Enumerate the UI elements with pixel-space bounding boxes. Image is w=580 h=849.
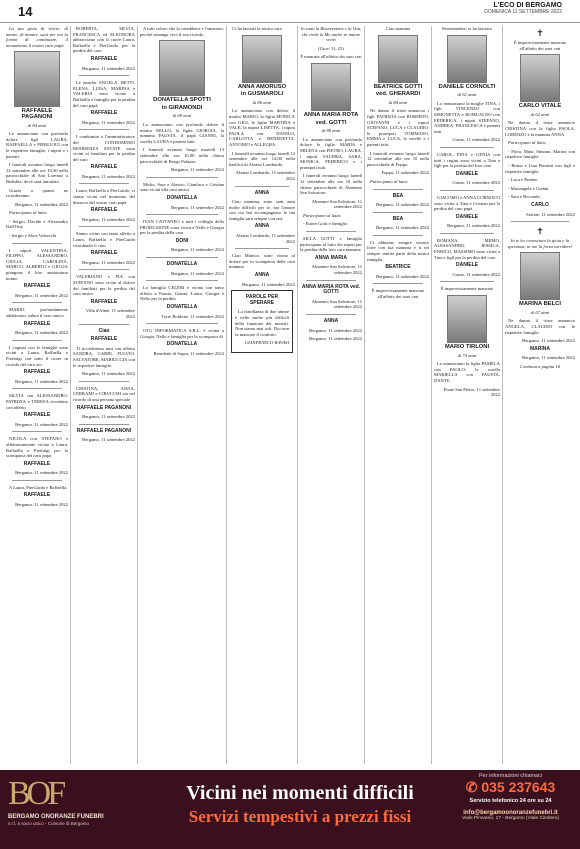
portrait-photo <box>159 40 205 96</box>
deceased-age: di 84 anni <box>388 99 408 105</box>
place-date: Bergamo, 11 settembre 2022 <box>82 259 135 265</box>
place-date: Bergamo, 11 settembre 2022 <box>15 378 68 384</box>
text: I funerali avranno luogo lunedì 12 settembre alle ore 14,00 nella basilica di Alzano Lombardo. <box>229 150 295 167</box>
page-number: 14 <box>18 4 33 19</box>
divider <box>79 324 129 325</box>
divider <box>440 233 494 234</box>
place-date: Bergamo, 11 settembre 2022 <box>82 437 135 443</box>
name: MARINA <box>530 345 550 352</box>
masthead-date: DOMENICA 11 SETTEMBRE 2022 <box>484 9 562 15</box>
divider <box>440 147 494 148</box>
portrait-photo <box>520 252 560 300</box>
ad-contact-info <box>445 773 576 821</box>
text: Lo annunciano con dolore il marito MARIO, la figlia MONICA con GIGI, le figlie MARTINA e VALE, la nipote LISETTA, i nipoti PAOLA con DANILO, CARLOTTA e BENEDETTA, ANTONIO e ALLEGRA. <box>229 108 295 147</box>
name: RAFFAELE <box>90 164 118 171</box>
portrait-photo <box>378 35 418 83</box>
quote-box-title: PAROLE PER SPERARE <box>245 294 279 306</box>
place-date: Villa d'Almè, 11 settembre 2022 <box>85 308 135 319</box>
company-logo <box>8 774 112 844</box>
deceased-name-suffix: in GUSMAROLI <box>240 91 284 98</box>
phone-text: 035 237643 <box>481 779 556 795</box>
place-date: Bergamo, 11 settembre 2022 <box>15 201 68 207</box>
text: Ti ricorderemo tutti con affetto SANDRA, GABRI, FULVIO, SALVATORE, MARIUCCIA con le rispettive famiglie. <box>73 345 135 368</box>
divider <box>373 283 423 284</box>
name: ANNA <box>254 223 270 230</box>
text: È improvvisamente mancato all'affetto dei suoi cari <box>513 40 567 51</box>
name: DANIELE <box>456 213 478 220</box>
quote-box-text: La fratellanza di due anime è nelle molte più difficili della funzione dei mortali. Non siamo mai soli, Dio non fa mancare il conforto. <box>235 309 289 337</box>
text: Le amiche ANGELA, BETTI, ELENA, LUISA, MARINA e VALERIA sono vicine a Raffaella e famiglia per la perdita del caro papà <box>73 80 135 108</box>
text: - Mariangela e Gianni <box>508 185 549 191</box>
name: RAFFAELE <box>90 110 118 117</box>
divider <box>146 257 218 258</box>
continue-link[interactable]: Continua a pagina 16 <box>519 364 561 370</box>
text: VALERIANO e PIA con STEFANO sono vicini al dolore dei familiari per la perdita del caro amico <box>73 274 135 297</box>
divider <box>511 221 569 222</box>
divider <box>440 190 494 191</box>
place-date: Bergamo, 11 settembre 2022 <box>15 470 68 476</box>
text: Partecipano al lutto: <box>303 212 342 218</box>
text: Lo annunciano con profondo dolore il marito NELLO, la figlia GIORGIA, la mamma FAUSTA, il papà GIANNI, la sorella LAURA e parenti tutti. <box>140 121 224 144</box>
name: CARLO <box>531 201 549 208</box>
divider <box>12 243 62 244</box>
text: - Luca e Romeo <box>508 177 538 183</box>
divider <box>12 431 62 432</box>
divider <box>306 280 356 281</box>
place-date: Bergamo, 11 settembre 2022 <box>15 330 68 336</box>
column-divider <box>137 26 138 764</box>
name: RAFFAELE <box>23 460 51 467</box>
text: Ci ha lasciati la nostra cara <box>232 26 282 31</box>
text: I funerali avranno luogo lunedì 12 settembre alle ore 10,30 nella parrocchiale di San Lorenzo a Bedulita, dove sarà tumulato. <box>6 162 68 184</box>
deceased-name: ANNA AMORUSO <box>237 83 287 90</box>
place-date: Bergamo, 11 settembre 2022 <box>376 202 429 208</box>
deceased-name: DONATELLA SPOTTI <box>153 97 211 104</box>
bible-quote: Io sono la Risurrezione e la Vita, chi crede in Me anche se muore vivrà <box>300 26 362 43</box>
text: Ne danno il triste annuncio i figli PATRIZIA con ROBERTO, GIOVANNI e i nipoti STEFANO, LUCA e CLAUDIO, le pronipoti TOMMASO, EMMA e LUCA, le sorelle e i parenti tutti. <box>367 108 429 147</box>
text: I funerali avranno luogo martedì 13 settembre alle ore 10,00 nella chiesa parrocchiale di Borgo Palazzo. <box>140 147 224 164</box>
place-date: Bergamo, 11 settembre 2022 <box>376 273 429 279</box>
place-date: Bergamo, 11 settembre 2022 <box>82 173 135 179</box>
slogan-line-1: Vicini nei momenti difficili <box>186 782 414 804</box>
text: I funerali avranno luogo lunedì 12 settembre alle ore 10 nella chiesa parrocchiale di Almenno San Salvatore. <box>300 173 362 196</box>
name: ANNA <box>323 318 339 324</box>
name: RAFFAELE <box>90 207 118 214</box>
deceased-age: di 61 anni <box>457 92 477 98</box>
service-note: Servizio telefonico 24 ore su 24 <box>469 798 552 804</box>
name: RAFFAELE <box>23 369 51 376</box>
name: DONATELLA <box>166 261 198 268</box>
text: SILLA GOTTI e famiglia partecipano al lutto dei nipoti per la perdita della loro cara mamma <box>300 236 362 253</box>
text: A Laura, PierGuido e Raffaella. <box>9 484 68 490</box>
column-divider <box>431 26 432 764</box>
cross-icon: ✝ <box>536 226 544 237</box>
text: IVAN CATTANEO e tutti i colleghi della PRODUZIONE sono vicini a Nello e Giorgia per la perdita della cara <box>140 219 224 236</box>
place-date: Alzano Lombardo, 11 settembre 2022 <box>235 233 295 244</box>
divider <box>12 302 62 303</box>
column-divider <box>297 26 298 764</box>
funeral-services-ad <box>0 770 580 849</box>
place-date: Bergamo, 11 settembre 2022 <box>309 327 362 333</box>
text: Lo annunciano la moglie TINA, i figli VINCENZO con SIMONETTA e ROMUALDO con FEDERICA, i nipoti STEFANO, ANDREA, FRANCESCA e parenti tutti. <box>434 100 500 134</box>
place-date: Curno, 11 settembre 2022 <box>452 137 500 143</box>
deceased-name: ANNA MARIA ROTA <box>303 111 359 118</box>
name: RAFFAELE <box>90 298 118 305</box>
name: RAFFAELE <box>23 320 51 327</box>
text: - Ettore Gotti e famiglia <box>303 221 348 227</box>
text: A tutti coloro che la conobbero e l'amarono, perché rimanga vivo il suo ricordo. <box>140 26 224 37</box>
divider <box>79 226 129 227</box>
place-date: Bergamo, 11 settembre 2022 <box>15 502 68 508</box>
text: - Sergio, Davide e Alessandro Dall'Orto <box>6 218 68 230</box>
name: RAFFAELE <box>23 492 51 499</box>
portrait-photo <box>520 54 560 102</box>
text: I condomini e l'amministratore del CONDOMINIO RESIDENZA ESTATE sono vicini ai familiari per la perdita del caro <box>73 134 135 162</box>
place-date: Curno, 11 settembre 2022 <box>452 180 500 186</box>
place-date: Bergamo, 11 settembre 2022 <box>242 281 295 287</box>
text: OTG INFORMATICA S.R.L. è vicina a Giorgia, Nello e famiglia per la scomparsa di <box>140 328 224 339</box>
place-date: Bergamo, 11 settembre 2022 <box>82 216 135 222</box>
text: ROBERTA, SILVIA, FRANCESCA ed ELEONORA abbracciano con il cuore Laura, Raffaella e PierGuido per la perdita del caro <box>73 26 135 54</box>
logo-mark: BOF <box>8 775 63 812</box>
text: Partecipano al lutto: <box>9 210 48 216</box>
place-date: Almenno San Salvatore, 11 settembre 2022 <box>311 264 362 276</box>
column-5 <box>300 26 362 764</box>
text: Partecipano al lutto: <box>508 140 547 146</box>
divider <box>146 177 218 178</box>
portrait-photo <box>447 295 487 343</box>
text: SILVIA con ALESSANDRO, PATRIZIA e TERESA ricordano con affetto <box>6 393 68 410</box>
portrait-photo <box>14 51 60 107</box>
divider <box>235 186 289 187</box>
name: ANNA MARIA <box>314 254 348 261</box>
address: Viale Pirovano, 17 - Bergamo (Viale Cimitero) <box>462 816 559 821</box>
text: La tua gioia di vivere, di amare, di donare, sarà per noi la forma di continuare, il monumento il nostro caro papà <box>6 26 68 48</box>
place-date: Bergamo, 11 settembre 2022 <box>171 167 224 173</box>
divider <box>79 75 129 76</box>
name: RAFFAELE <box>90 55 118 62</box>
logo-name: BERGAMO ONORANZE FUNEBRI <box>8 814 104 820</box>
name: DANIELE <box>456 262 478 269</box>
place-date: Almenno San Salvatore, 11 settembre 2022 <box>311 298 362 310</box>
text: Grazie a quanti ne ricorderanno. <box>6 187 68 199</box>
text: È mancata all'affetto dei suoi cari <box>300 54 362 60</box>
divider <box>79 381 129 382</box>
text: In te ho conosciuto la gioia e la speranza; in noi la forza sorridere! <box>507 238 573 249</box>
place-date: Bergamo, 11 settembre 2022 <box>522 355 575 361</box>
name: RAFFAELE <box>23 283 51 290</box>
portrait-photo <box>447 35 487 83</box>
divider <box>79 129 129 130</box>
phone-number[interactable] <box>445 779 576 796</box>
column-divider <box>70 26 71 764</box>
name: BEATRICE <box>385 264 411 271</box>
name: DANIELE <box>456 170 478 177</box>
name: DONATELLA <box>166 341 198 348</box>
column-4 <box>229 26 295 764</box>
place-date: Curno, 11 settembre 2022 <box>452 271 500 277</box>
text: Ciao mamma, sono stati anni molto difficili per te, ma l'amore con cui hai accompagnato la tua famiglia sarà sempre con noi. <box>229 199 295 221</box>
column-6 <box>367 26 429 764</box>
text: I funerali avranno luogo lunedì 12 settembre alle ore 10 nella parrocchiale di Foppa. <box>367 150 429 167</box>
divider <box>306 314 356 315</box>
page-header <box>0 0 580 23</box>
column-1 <box>6 26 68 764</box>
text: I nipoti VALENTINA, FILIPPO, ALESSANDRO, GIULIA, CAROLINA, MARCO, ALBERTO e GIULIA piangono il loro amatissimo nonno <box>6 247 68 281</box>
place-date: Bergamo, 11 settembre 2022 <box>171 204 224 210</box>
place-date: Bergamo, 11 settembre 2022 <box>309 336 362 342</box>
deceased-age: di 62 anni <box>530 111 550 117</box>
divider <box>12 480 62 481</box>
deceased-name: RAFFAELE PAGANONI <box>21 108 53 120</box>
place-date: Seriate, 11 settembre 2022 <box>526 211 575 217</box>
deceased-age: di 74 anni <box>457 352 477 358</box>
text: Ciao mamma <box>385 26 411 31</box>
divider <box>306 231 356 232</box>
quote-box <box>231 290 293 353</box>
deceased-name: BEATRICE GOTTI <box>373 83 423 90</box>
portrait-photo <box>242 35 282 83</box>
place-date: Bergamo, 11 settembre 2022 <box>447 223 500 229</box>
place-date: Bergamo, 11 settembre 2022 <box>82 65 135 71</box>
text: - Sergio e Alice Valsecchi <box>9 233 57 239</box>
column-divider <box>226 26 227 764</box>
name: RAFFAELE <box>90 250 118 257</box>
quote-box-author: GIANFRANCO RAVASI <box>244 340 289 346</box>
portrait-photo <box>311 63 351 111</box>
name: RAFFAELE <box>90 336 118 343</box>
name: RAFFAELE PAGANONI <box>76 427 132 434</box>
deceased-name: MARIO TIRLONI <box>444 344 490 351</box>
name: DONATELLA <box>166 194 198 201</box>
place-date: Foppa, 11 settembre 2022 <box>381 170 429 176</box>
divider <box>235 248 289 249</box>
contact-label: Per informazioni chiamaci <box>479 773 542 779</box>
text: Siamo vicini con tanto affetto a Laura, Raffaella e PierGuido ricordando il caro <box>73 231 135 248</box>
deceased-name: DANIELE CORNOLTI <box>438 83 496 90</box>
name: RAFFAELE <box>23 412 51 419</box>
email-link[interactable]: info@bergamoonoranzefunebri.it <box>463 810 558 816</box>
name: DONI <box>175 237 189 244</box>
text: Lo annunciano con profondo dolore le figlie MARIA e MILENA con PIETRO, LAURA, i nipoti VALERIA, SARA, MONICA, FEDERICO e i pronipoti tutti. <box>300 136 362 170</box>
place-date: Torre Boldone, 11 settembre 2022 <box>161 313 224 319</box>
text: Serenamente, ci ha lasciato <box>442 26 492 31</box>
place-date: Bergamo, 11 settembre 2022 <box>171 270 224 276</box>
text: GIACOMO e ANNA CORNOLTI sono vicini a Tina e Cristian per la perdita del caro papà <box>434 194 500 212</box>
deceased-age: di 86 anni <box>252 99 272 105</box>
divider <box>146 214 218 215</box>
text: CAROL, PINA e GENIA con tutti i cugini sono vicini a Tina e figli per la perdita del loro caro <box>434 151 500 169</box>
phone-icon: ✆ <box>465 779 482 795</box>
divider <box>146 323 218 324</box>
text: Ne danno il triste annuncio CRISTINA con la figlia PAOLA, LORENZO e la mamma ANNA. <box>505 120 575 137</box>
divider <box>79 424 129 425</box>
place-date: Bergamo, 11 settembre 2022 <box>376 225 429 231</box>
name: BEA <box>392 192 404 199</box>
column-divider <box>502 26 503 764</box>
text: NICOLA con STEFANO e affettuosamente vicino a Laura, Raffaella e Pierluigi per la scomparsa del caro papà <box>6 436 68 459</box>
deceased-name-suffix: ved. GHERARDI <box>375 91 421 98</box>
divider <box>440 281 494 282</box>
masthead-title: L'ECO DI BERGAMO <box>493 2 562 9</box>
name: ANNA <box>254 272 270 279</box>
name: ANNA MARIA ROTA ved. GOTTI <box>301 283 361 296</box>
column-7 <box>434 26 500 764</box>
name: BEA <box>392 215 404 222</box>
name: Ciao <box>98 327 110 334</box>
deceased-age: di 84 anni <box>27 122 47 128</box>
place-date: Bergamo, 11 settembre 2022 <box>82 371 135 377</box>
divider <box>79 183 129 184</box>
text: - Sara e Riccardo <box>508 194 540 200</box>
divider <box>373 189 423 190</box>
cross-icon: ✝ <box>536 28 544 38</box>
place-date: Bergamo, 11 settembre 2022 <box>82 119 135 125</box>
deceased-name-suffix: in GIRAMONDI <box>161 104 203 111</box>
divider <box>373 212 423 213</box>
deceased-age: di 88 anni <box>321 128 341 134</box>
divider <box>12 340 62 341</box>
deceased-name-suffix: ved. GOTTI <box>315 119 347 126</box>
deceased-age: di 67 anni <box>530 309 550 315</box>
text: Ci abbiamo sempre vissuto forte con tua mamma e ti sei sempre sentita parte della nostra famiglia. <box>367 239 429 262</box>
place-date: Bergamo, 11 settembre 2022 <box>82 414 135 420</box>
text: MARIO, profondamente addolorato, saluta il caro amico <box>6 307 68 318</box>
text: - Flora, Mina, Simona, Marino con rispettive famiglie <box>505 148 575 160</box>
column-3 <box>140 26 224 764</box>
place-date: Alzano Lombardo, 11 settembre 2022 <box>235 170 295 181</box>
slogan-line-2: Servizi tempestivi a prezzi fissi <box>188 807 412 826</box>
deceased-name: MARINA BELCI <box>519 301 561 308</box>
name: DONATELLA <box>166 304 198 311</box>
place-date: Almenno San Salvatore, 11 settembre 2022 <box>311 198 362 210</box>
logo-subtitle: s.r.l. a socio unico - Comune di Bergamo <box>8 821 90 826</box>
masthead <box>484 2 562 15</box>
ad-slogan <box>165 782 435 827</box>
place-date: Bergamo, 11 settembre 2022 <box>522 338 575 344</box>
place-date: Ponte San Pietro, 11 settembre 2022 <box>443 386 500 398</box>
divider <box>12 388 62 389</box>
column-divider <box>364 26 365 764</box>
text: Laura, Raffaella e PierGuido, vi siamo vicini nel momento del distacco del vostro caro papà <box>73 188 135 205</box>
text: ROMANA, MEMO, ALESSANDRO, JESSICA, ENRICO, MASSIMO sono vicini a Tina e figli per la perdita del caro <box>434 237 500 260</box>
bible-reference: (Giov. 11, 25) <box>318 45 344 51</box>
name: ANNA <box>254 189 270 196</box>
name: RAFFAELE PAGANONI <box>76 404 132 411</box>
text: Partecipano al lutto: <box>370 178 409 184</box>
text: Ciao Monica, sono vicina al dolore per la scomparsa della cara mamma <box>229 253 295 270</box>
divider <box>79 269 129 270</box>
text: Mirko, Sara e Alessio, Gianluca e Cristina sono vicini alla cara amica <box>140 181 224 193</box>
text: - Bruno e Lina Pentasti con figli e rispettive famiglie <box>505 162 575 174</box>
text: La famiglia CELERI è vicina con tanto affetto a Fausta, Gianni, Laura, Giorgia e Nello per la perdita <box>140 285 224 302</box>
text: Lo annunciano con profondo dolore figli LAURA, RAFFAELLA e PIERLUIGI con le rispettive famiglie, i nipoti e i parenti. <box>6 131 68 159</box>
text: I cognati con le famiglie sono vicini a Laura, Raffaella e Pierluigi con tutto il cuore in ricordo del caro zio <box>6 344 68 367</box>
text: Ne danno il triste annuncio ANGELA, CLAUDIO con le rispettive famiglie. <box>505 318 575 335</box>
place-date: Bergamo, 11 settembre 2022 <box>171 247 224 253</box>
place-date: Brembate di Sopra, 11 settembre 2022 <box>153 351 224 356</box>
place-date: Bergamo, 11 settembre 2022 <box>15 292 68 298</box>
text: È improvvisamente mancato all'affetto dei suoi cari <box>371 288 425 300</box>
text: Lo annunciano la figlia PAMELA con PAOLO, la sorella MARIELLA con FAUSTA, DANTE. <box>434 361 500 383</box>
column-2 <box>73 26 135 764</box>
deceased-age: di 69 anni <box>172 113 192 119</box>
deceased-name: CARLO VITALE <box>518 103 562 110</box>
text: È improvvisamente mancato <box>440 286 494 292</box>
text: CRISTINA, ANNA, CERRAMI e CIRUCCHI zia nel ricordo di una persona speciale <box>73 385 135 402</box>
divider <box>146 280 218 281</box>
column-8 <box>505 26 575 764</box>
divider <box>373 235 423 236</box>
place-date: Bergamo, 11 settembre 2022 <box>15 421 68 427</box>
